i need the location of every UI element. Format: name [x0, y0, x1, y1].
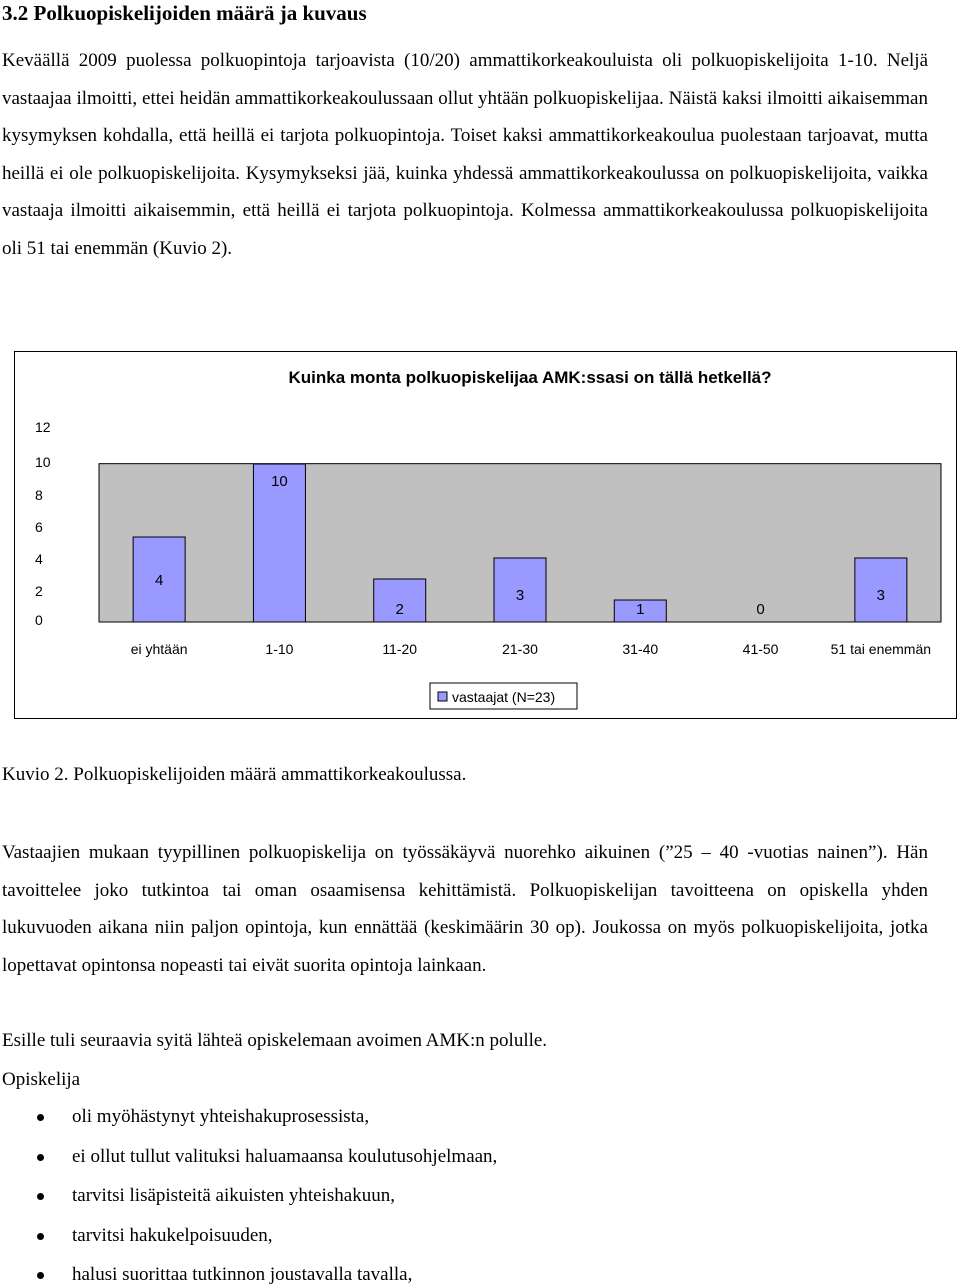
section-heading: 3.2 Polkuopiskelijoiden määrä ja kuvaus: [2, 1, 367, 25]
data-label: 1: [636, 601, 645, 618]
x-tick-label: 1-10: [265, 641, 294, 657]
bar-chart: [15, 352, 956, 718]
data-label: 2: [395, 601, 404, 618]
bullet-icon: [37, 1154, 44, 1161]
x-tick-label: 21-30: [502, 641, 538, 657]
x-tick-label: 41-50: [742, 641, 779, 657]
y-tick-label: 10: [35, 454, 51, 470]
bullet-icon: [37, 1193, 44, 1200]
y-tick-label: 8: [35, 487, 43, 503]
list-intro: Opiskelija: [2, 1069, 81, 1090]
bullet-icon: [37, 1233, 44, 1240]
figure-caption: Kuvio 2. Polkuopiskelijoiden määrä ammattikorkeakoulussa.: [2, 764, 467, 785]
y-tick-label: 4: [35, 551, 43, 567]
bar-chart-figure: [14, 351, 957, 719]
y-tick-label: 2: [35, 583, 43, 599]
description-paragraph: Vastaajien mukaan tyypillinen polkuopiskelija on työssäkäyvä nuorehko aikuinen (”25 – 40 -vuotias nainen”). Hän tavoittelee joko tutkintoa tai oman osaamisensa kehittämistä. Polkuopiskelijan tavoitteena on opiskella yhden lukuvuoden aikana niin paljon opintoja, kun ennättää (keskimäärin 30 op). Joukossa on myös polkuopiskelijoita, jotka lopettavat opintonsa nopeasti tai eivät suorita opintoja lainkaan.: [2, 842, 928, 976]
legend-swatch: [438, 692, 447, 701]
data-label: 3: [515, 587, 525, 604]
y-tick-label: 6: [35, 519, 43, 535]
data-label: 0: [756, 601, 765, 618]
x-tick-label: 11-20: [382, 641, 418, 657]
y-tick-label: 0: [35, 612, 43, 628]
data-label: 10: [271, 473, 288, 490]
data-label: 4: [154, 572, 164, 589]
chart-title: Kuinka monta polkuopiskelijaa AMK:ssasi on tällä hetkellä?: [288, 368, 772, 387]
intro-paragraph: Keväällä 2009 puolessa polkuopintoja tarjoavista (10/20) ammattikorkeakouluista oli polkuopiskelijoita 1-10. Neljä vastaajaa ilmoitti, ettei heidän ammattikorkeakoulussaan ollut yhtään polkuopiskelijaa. Näistä kaksi ilmoitti aikaisemman kysymyksen kohdalla, että heillä ei tarjota polkuopintoja. Toiset kaksi ammattikorkeakoulua puolestaan tarjoavat, mutta heillä ei ole polkuopiskelijoita. Kysymykseksi jää, kuinka yhdessä ammattikorkeakoulussa on polkuopiskelijoita, vaikka vastaaja ilmoitti aikaisemmin, että heillä ei tarjota polkuopintoja. Kolmessa ammattikorkeakoulussa polkuopiskelijoita oli 51 tai enemmän (Kuvio 2).: [2, 50, 928, 259]
legend-label: vastaajat (N=23): [452, 689, 556, 705]
data-label: 3: [876, 587, 886, 604]
x-tick-label: ei yhtään: [130, 641, 188, 657]
reasons-intro: Esille tuli seuraavia syitä lähteä opiskelemaan avoimen AMK:n polulle.: [2, 1030, 548, 1051]
y-tick-label: 12: [35, 419, 51, 435]
x-tick-label: 51 tai enemmän: [830, 641, 932, 657]
bullet-icon: [37, 1114, 44, 1121]
x-tick-label: 31-40: [622, 641, 659, 657]
bullet-icon: [37, 1272, 44, 1279]
